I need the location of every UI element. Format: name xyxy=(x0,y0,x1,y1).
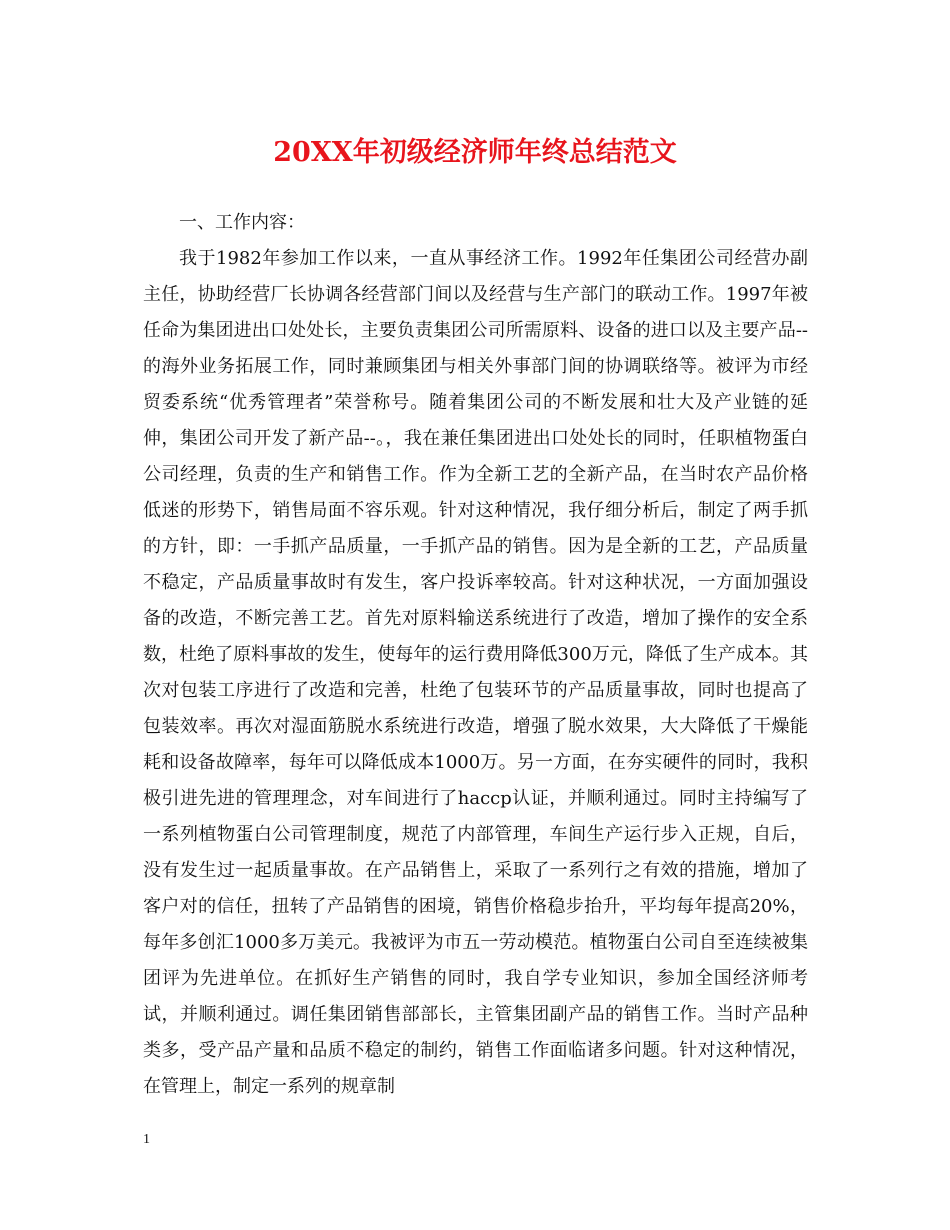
body-paragraph: 我于1982年参加工作以来，一直从事经济工作。1992年任集团公司经营办副主任，协助经营厂长协调各经营部门间以及经营与生产部门的联动工作。1997年被任命为集团进出口处处长，主要负责集团公司所需原料、设备的进口以及主要产品--的海外业务拓展工作，同时兼顾集团与相关外事部门间的协调联络等。被评为市经贸委系统“优秀管理者”荣誉称号。随着集团公司的不断发展和壮大及产业链的延伸，集团公司开发了新产品--。，我在兼任集团进出口处处长的同时，任职植物蛋白公司经理，负责的生产和销售工作。作为全新工艺的全新产品，在当时农产品价格低迷的形势下，销售局面不容乐观。针对这种情况，我仔细分析后，制定了两手抓的方针，即：一手抓产品质量，一手抓产品的销售。因为是全新的工艺，产品质量不稳定，产品质量事故时有发生，客户投诉率较高。针对这种状况，一方面加强设备的改造，不断完善工艺。首先对原料输送系统进行了改造，增加了操作的安全系数，杜绝了原料事故的发生，使每年的运行费用降低300万元，降低了生产成本。其次对包装工序进行了改造和完善，杜绝了包装环节的产品质量事故，同时也提高了包装效率。再次对湿面筋脱水系统进行改造，增强了脱水效果，大大降低了干燥能耗和设备故障率，每年可以降低成本1000万。另一方面，在夯实硬件的同时，我积极引进先进的管理理念，对车间进行了haccp认证，并顺利通过。同时主持编写了一系列植物蛋白公司管理制度，规范了内部管理，车间生产运行步入正规，自后，没有发生过一起质量事故。在产品销售上，采取了一系列行之有效的措施，增加了客户对的信任，扭转了产品销售的困境，销售价格稳步抬升，平均每年提高20%，每年多创汇1000多万美元。我被评为市五一劳动模范。植物蛋白公司自至连续被集团评为先进单位。在抓好生产销售的同时，我自学专业知识，参加全国经济师考试，并顺利通过。调任集团销售部部长，主管集团副产品的销售工作。当时产品种类多，受产品产量和品质不稳定的制约，销售工作面临诸多问题。针对这种情况，在管理上，制定一系列的规章制 xyxy=(143,248,808,1097)
document-title: 20XX年初级经济师年终总结范文 xyxy=(273,137,677,168)
page-number: 1 xyxy=(143,1132,150,1147)
section-heading: 一、工作内容： xyxy=(179,212,305,233)
